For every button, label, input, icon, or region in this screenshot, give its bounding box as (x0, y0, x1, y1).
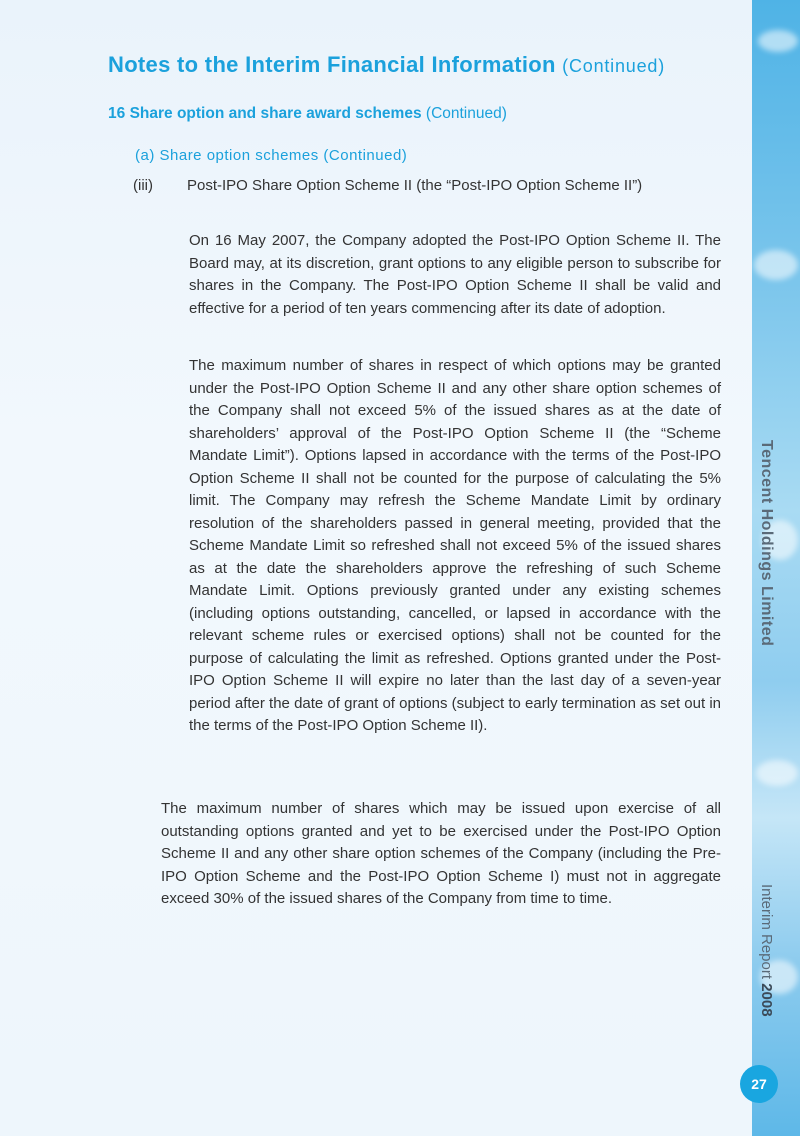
section-title: Share option and share award schemes (129, 105, 422, 122)
page-number-badge: 27 (740, 1065, 778, 1103)
subsection-heading: (a) Share option schemes (Continued) (135, 147, 408, 164)
item-heading-text: Post-IPO Share Option Scheme II (the “Post-IPO Option Scheme II”) (187, 177, 643, 194)
item-label: (iii) (133, 177, 153, 194)
section-heading (108, 105, 507, 123)
item-iii (133, 175, 721, 198)
page-title-text: Notes to the Interim Financial Information (108, 52, 556, 77)
page-title (108, 52, 665, 78)
page-title-suffix: (Continued) (562, 56, 666, 76)
paragraph-overall-limit: The maximum number of shares which may be issued upon exercise of all outstanding options granted and yet to be exercised under the Post-IPO Option Scheme II and any other share option schemes of the Company (including the Pre-IPO Option Scheme and the Post-IPO Option Scheme I) must not in aggregate exceed 30% of the issued shares of the Company from time to time. (161, 800, 721, 907)
company-name: Tencent Holdings Limited (758, 440, 775, 647)
section-number: 16 (108, 105, 126, 122)
report-label (758, 884, 775, 1017)
item-heading (133, 175, 721, 198)
paragraph-mandate-limit: The maximum number of shares in respect of which options may be granted under the Post-IPO Option Scheme II and any other share option schemes of the Company shall not exceed 5% of the issued shares as at the date of shareholders’ approval of the Post-IPO Option Scheme II (the “Scheme Mandate Limit”). Options lapsed in accordance with the terms of the Post-IPO Option Scheme II shall not be counted for the purpose of calculating the 5% limit. The Company may refresh the Scheme Mandate Limit by ordinary resolution of the shareholders passed in general meeting, provided that the Scheme Mandate Limit so refreshed shall not exceed 5% of the issued shares as at the date the shareholders approve the refreshing of such Scheme Mandate Limit. Options previously granted under any existing schemes (including options outstanding, cancelled, or lapsed in accordance with the relevant scheme rules or exercised options) shall not be counted for the purpose of calculating the limit as refreshed. Options granted under the Post-IPO Option Scheme II will expire no later than the last day of a seven-year period after the date of grant of options (subject to early termination as set out in the terms of the Post-IPO Option Scheme II). (189, 357, 721, 734)
section-suffix: (Continued) (425, 105, 507, 122)
report-label-text: Interim Report (758, 884, 775, 980)
paragraph-adoption: On 16 May 2007, the Company adopted the Post-IPO Option Scheme II. The Board may, at its discretion, grant options to any eligible person to subscribe for shares in the Company. The Post-IPO Option Scheme II shall be valid and effective for a period of ten years commencing after its date of adoption. (189, 232, 721, 317)
report-year: 2008 (758, 983, 775, 1017)
